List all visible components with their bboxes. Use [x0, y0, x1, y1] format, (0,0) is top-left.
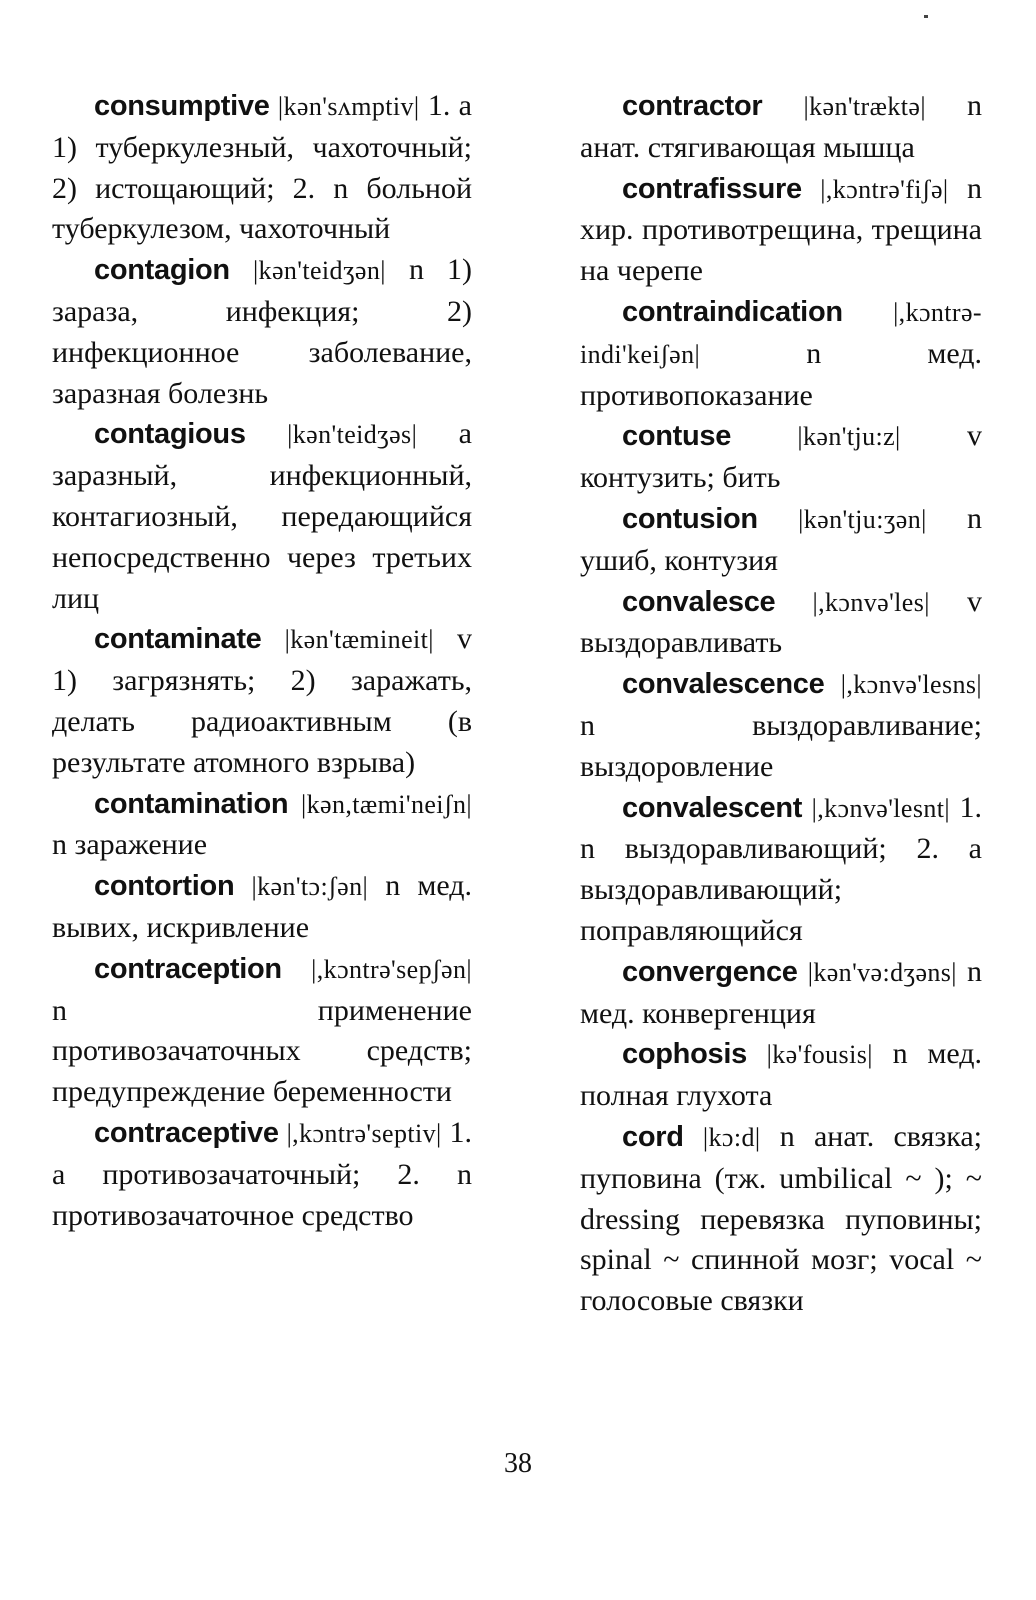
headword: contortion — [94, 870, 235, 903]
entry — [580, 1034, 982, 1117]
definition: n ушиб, контузия — [580, 501, 982, 577]
left-column — [52, 86, 472, 1236]
page-number: 38 — [504, 1448, 532, 1479]
right-column — [580, 86, 982, 1322]
headword: contraindication — [622, 295, 843, 328]
definition: n хир. противотрещина, трещина на черепе — [580, 171, 982, 288]
definition: v выздоравливать — [580, 584, 982, 660]
transcription: |kən,tæmi'neiʃn| — [301, 789, 472, 819]
transcription: |kɔ:d| — [702, 1122, 761, 1152]
transcription: |,kɔnvə'lesnt| — [811, 793, 951, 823]
entry — [580, 664, 982, 787]
definition: n анат. стягивающая мышца — [580, 89, 983, 164]
transcription: |,kɔntrə'septiv| — [286, 1118, 442, 1148]
definition: n заражение — [52, 828, 208, 862]
headword: convalescent — [622, 791, 803, 824]
definition: v 1) загрязнять; 2) заражать, делать радиоактивным (в результате атомного взрыва) — [52, 622, 473, 779]
transcription: |kən'teidʒən| — [252, 256, 386, 286]
transcription: |kən'teidʒəs| — [287, 420, 418, 450]
headword: convergence — [622, 955, 798, 988]
transcription: |kən'tɔ:ʃən| — [251, 872, 369, 902]
headword: contractor — [622, 90, 763, 122]
entry — [580, 292, 982, 416]
definition: n анат. связка; пуповина (тж. umbilical ~ ); ~ dressing перевязка пуповины; spinal ~ спинной мозг; vocal ~ голосовые связки — [580, 1119, 982, 1318]
definition: n мед. вывих, искривление — [52, 869, 473, 944]
headword: cophosis — [622, 1038, 747, 1071]
definition: 1. n выздоравливающий; 2. a выздоравливающий; поправляющийся — [580, 790, 982, 947]
definition: 1. a 1) туберкулезный, чахоточный; 2) истощающий; 2. n больной туберкулезом, чахоточный — [52, 89, 472, 246]
entry — [52, 1113, 472, 1236]
definition: a заразный, инфекционный, контагиозный, передающийся непосредственно через третьих лиц — [52, 417, 472, 615]
transcription: |,kɔnvə'lesns| — [840, 670, 982, 700]
transcription: |kən'tæmineit| — [284, 625, 434, 655]
headword: convalescence — [622, 668, 825, 701]
definition: 1. a противозачаточный; 2. n противозачаточное средство — [52, 1115, 473, 1232]
entry — [580, 1117, 982, 1322]
definition: n мед. полная глухота — [580, 1037, 983, 1113]
entry — [52, 414, 472, 619]
transcription: |kən'træktə| — [803, 92, 926, 121]
transcription: |,kɔntrə'fiʃə| — [820, 174, 949, 204]
headword: contagion — [94, 254, 230, 287]
headword: contrafissure — [622, 172, 802, 205]
headword: contusion — [622, 502, 758, 535]
transcription: |kən'sʌmptiv| — [277, 92, 420, 121]
headword: consumptive — [94, 90, 270, 122]
headword: contagious — [94, 418, 246, 451]
transcription: |kə'fousis| — [766, 1040, 873, 1070]
entry — [580, 582, 982, 665]
transcription: |kən'tju:ʒən| — [798, 504, 927, 534]
definition: n мед. конвергенция — [580, 954, 983, 1030]
entry — [52, 619, 472, 783]
headword: convalesce — [622, 585, 776, 618]
headword: contraception — [94, 952, 282, 985]
definition: n мед. противопоказание — [580, 336, 982, 412]
definition: n 1) зараза, инфекция; 2) инфекционное заболевание, заразная болезнь — [52, 253, 473, 410]
entry — [580, 952, 982, 1035]
entry — [580, 788, 982, 952]
headword: contraceptive — [94, 1116, 279, 1149]
transcription: |kən'tju:z| — [797, 422, 901, 452]
headword: contuse — [622, 420, 732, 453]
entry — [580, 499, 982, 582]
scan-speck — [924, 15, 928, 18]
entry — [580, 169, 982, 292]
transcription: |kən'və:dʒəns| — [807, 957, 957, 987]
entry — [580, 416, 982, 499]
transcription: |,kɔnvə'les| — [812, 587, 930, 617]
headword: contaminate — [94, 623, 262, 656]
entry — [52, 86, 472, 250]
entry — [52, 250, 472, 414]
entry — [52, 784, 472, 867]
definition: n выздоравливание; выздоровление — [580, 708, 982, 783]
definition: v контузить; бить — [580, 419, 982, 495]
headword: cord — [622, 1120, 684, 1153]
transcription: |,kɔntrə-indi'keiʃən| — [580, 297, 982, 369]
headword: contamination — [94, 787, 289, 820]
entry — [580, 86, 982, 169]
entry — [52, 866, 472, 949]
entry — [52, 949, 472, 1113]
transcription: |,kɔntrə'sepʃən| — [311, 954, 472, 984]
definition: n применение противозачаточных средств; предупреждение беременности — [52, 993, 472, 1109]
